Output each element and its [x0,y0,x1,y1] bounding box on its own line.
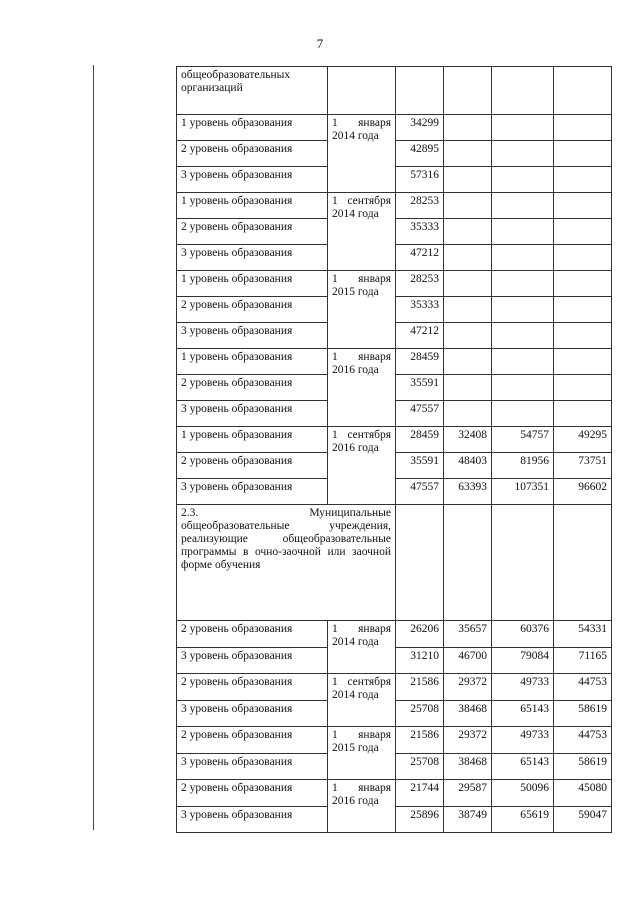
table-row [177,271,612,297]
value-cell: 45080 [554,780,612,807]
level-cell: 1 уровень образования [177,193,328,219]
table-row [177,621,612,648]
value-cell [444,375,492,401]
date-text: 1 января 2016 года [332,782,391,807]
level-cell: 2 уровень образования [177,375,328,401]
value-cell: 32408 [444,427,492,453]
value-cell: 35591 [396,453,444,479]
value-cell: 38468 [444,753,492,780]
level-cell: 2 уровень образования [177,219,328,245]
value-cell: 48403 [444,453,492,479]
table-body [177,67,612,833]
value-cell: 47557 [396,479,444,505]
level-cell: 1 уровень образования [177,349,328,375]
value-cell [492,245,554,271]
value-cell: 35657 [444,621,492,648]
value-cell [554,115,612,141]
level-cell: 2 уровень образования [177,297,328,323]
value-cell [554,245,612,271]
level-cell: 1 уровень образования [177,115,328,141]
table-row [177,115,612,141]
value-cell: 65619 [492,806,554,833]
date-cell [328,674,396,727]
value-cell: 29372 [444,727,492,754]
value-cell [554,271,612,297]
empty-cell [554,505,612,621]
value-cell: 28253 [396,193,444,219]
value-cell: 28459 [396,427,444,453]
value-cell: 31210 [396,647,444,674]
value-cell: 60376 [492,621,554,648]
value-cell [444,193,492,219]
margin-line [93,65,94,830]
value-cell: 42895 [396,141,444,167]
table-row [177,727,612,754]
value-cell: 54757 [492,427,554,453]
value-cell: 65143 [492,700,554,727]
data-table [176,66,612,833]
value-cell: 34299 [396,115,444,141]
value-cell [492,193,554,219]
empty-cell [396,505,444,621]
date-text: 1 января 2016 года [332,351,391,376]
empty-cell [444,505,492,621]
value-cell [444,271,492,297]
date-cell [328,621,396,674]
value-cell: 47212 [396,245,444,271]
value-cell: 49295 [554,427,612,453]
value-cell [444,141,492,167]
table-row [177,427,612,453]
value-cell: 96602 [554,479,612,505]
value-cell [492,219,554,245]
value-cell: 29587 [444,780,492,807]
section-label-cell [177,505,396,621]
value-cell [554,141,612,167]
empty-cell [492,67,554,115]
level-cell: 3 уровень образования [177,401,328,427]
value-cell: 73751 [554,453,612,479]
level-cell: 3 уровень образования [177,479,328,505]
value-cell: 28253 [396,271,444,297]
value-cell: 35333 [396,297,444,323]
date-text: 1 января 2015 года [332,729,391,754]
value-cell [444,297,492,323]
level-cell: 1 уровень образования [177,427,328,453]
value-cell [444,219,492,245]
value-cell [492,323,554,349]
value-cell: 21744 [396,780,444,807]
value-cell [492,297,554,323]
value-cell: 71165 [554,647,612,674]
empty-cell [396,67,444,115]
value-cell [492,375,554,401]
value-cell: 107351 [492,479,554,505]
date-cell [328,115,396,193]
section-label: 2.3. Муниципальные общеобразовательные учреждения, реализующие общеобразовательные программы в очно-заочной или заочной форме обучения [181,507,391,571]
level-cell: 3 уровень образования [177,167,328,193]
value-cell: 21586 [396,674,444,701]
value-cell: 38468 [444,700,492,727]
level-cell: 3 уровень образования [177,245,328,271]
value-cell: 47212 [396,323,444,349]
value-cell [554,323,612,349]
level-cell: 3 уровень образования [177,753,328,780]
value-cell [444,401,492,427]
date-cell [328,349,396,427]
value-cell: 47557 [396,401,444,427]
value-cell: 65143 [492,753,554,780]
table-row [177,193,612,219]
table-row [177,780,612,807]
value-cell [492,167,554,193]
value-cell [554,401,612,427]
value-cell [554,297,612,323]
date-cell [328,780,396,833]
level-cell: 3 уровень образования [177,700,328,727]
level-cell: 2 уровень образования [177,674,328,701]
date-text: 1 января 2014 года [332,117,391,142]
value-cell: 46700 [444,647,492,674]
page-number: 7 [316,36,324,51]
table-row [177,674,612,701]
empty-cell [444,67,492,115]
intro-label-cell [177,67,328,115]
value-cell [444,323,492,349]
value-cell: 44753 [554,674,612,701]
date-cell [328,271,396,349]
date-text: 1 сентября 2014 года [332,676,391,701]
date-text: 1 января 2015 года [332,273,391,298]
empty-cell [554,67,612,115]
level-cell: 2 уровень образования [177,727,328,754]
value-cell: 35591 [396,375,444,401]
value-cell: 21586 [396,727,444,754]
value-cell [492,115,554,141]
value-cell: 54331 [554,621,612,648]
empty-cell [328,67,396,115]
level-cell: 2 уровень образования [177,453,328,479]
level-cell: 2 уровень образования [177,780,328,807]
date-cell [328,427,396,505]
table-row [177,349,612,375]
date-text: 1 сентября 2014 года [332,195,391,220]
value-cell [492,141,554,167]
value-cell: 49733 [492,674,554,701]
value-cell [492,401,554,427]
level-cell: 1 уровень образования [177,271,328,297]
value-cell: 44753 [554,727,612,754]
value-cell [554,349,612,375]
value-cell [444,245,492,271]
value-cell: 28459 [396,349,444,375]
value-cell: 25708 [396,753,444,780]
value-cell: 58619 [554,700,612,727]
value-cell: 59047 [554,806,612,833]
level-cell: 3 уровень образования [177,647,328,674]
date-cell [328,193,396,271]
value-cell [444,349,492,375]
value-cell: 25708 [396,700,444,727]
value-cell: 57316 [396,167,444,193]
value-cell: 79084 [492,647,554,674]
intro-label: общеобразовательных организаций [181,69,291,94]
value-cell: 29372 [444,674,492,701]
value-cell: 35333 [396,219,444,245]
value-cell: 38749 [444,806,492,833]
value-cell [554,219,612,245]
value-cell [554,193,612,219]
level-cell: 3 уровень образования [177,806,328,833]
level-cell: 2 уровень образования [177,621,328,648]
value-cell [492,271,554,297]
value-cell [444,115,492,141]
empty-cell [492,505,554,621]
value-cell: 49733 [492,727,554,754]
value-cell [444,167,492,193]
date-text: 1 сентября 2016 года [332,429,391,454]
level-cell: 2 уровень образования [177,141,328,167]
value-cell: 81956 [492,453,554,479]
value-cell [554,167,612,193]
date-cell [328,727,396,780]
value-cell: 63393 [444,479,492,505]
value-cell [554,375,612,401]
date-text: 1 января 2014 года [332,623,391,648]
value-cell: 26206 [396,621,444,648]
table-row [177,67,612,115]
value-cell: 25896 [396,806,444,833]
value-cell [492,349,554,375]
level-cell: 3 уровень образования [177,323,328,349]
value-cell: 58619 [554,753,612,780]
value-cell: 50096 [492,780,554,807]
table-row [177,505,612,621]
